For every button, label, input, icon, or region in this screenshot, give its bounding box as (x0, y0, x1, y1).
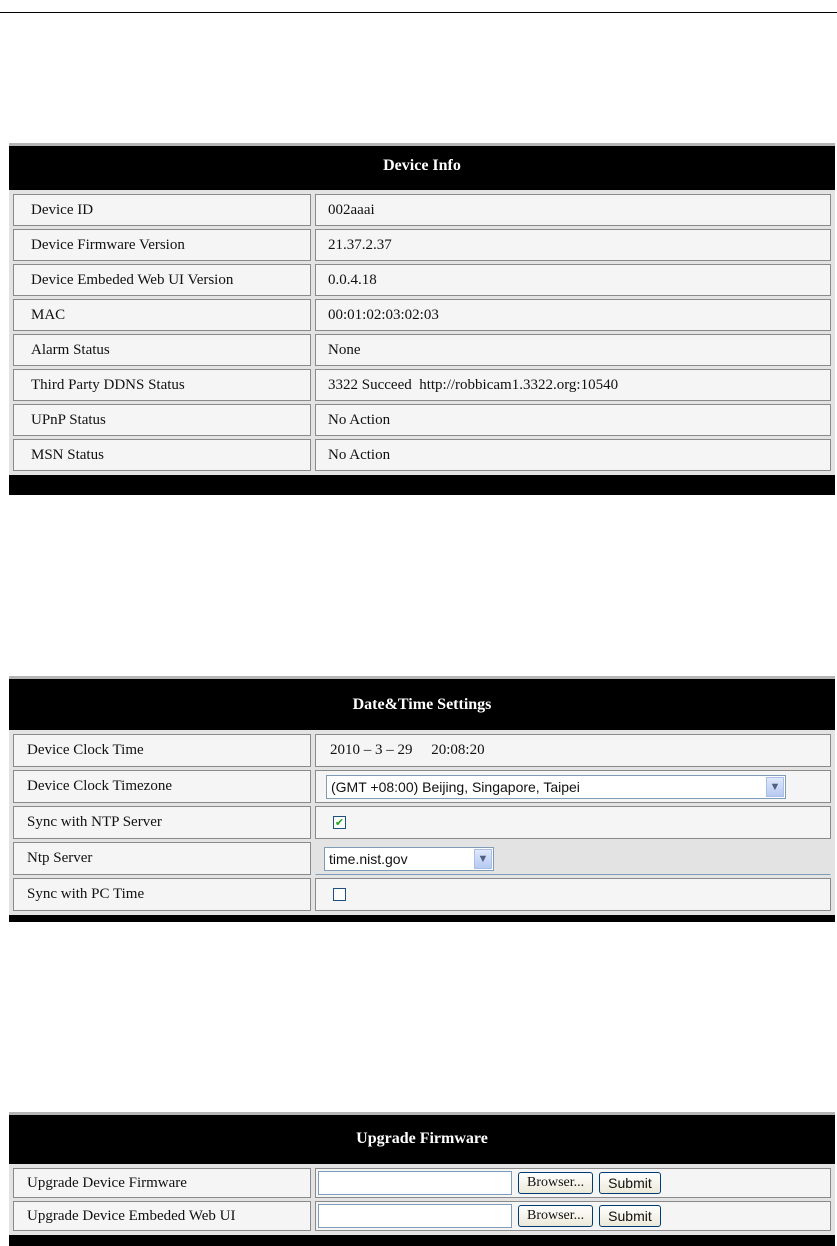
upgrade-firmware-label: Upgrade Device Firmware (13, 1168, 311, 1198)
page-top-rule (0, 12, 837, 13)
web-ui-version-label: Device Embeded Web UI Version (13, 264, 311, 296)
web-ui-version-row (13, 264, 831, 296)
timezone-select-value: (GMT +08:00) Beijing, Singapore, Taipei (331, 778, 580, 795)
ntp-sync-checkbox[interactable] (333, 816, 346, 829)
upgrade-panel (9, 1112, 835, 1246)
pc-sync-checkbox[interactable] (333, 888, 346, 901)
alarm-status-label: Alarm Status (13, 334, 311, 366)
device-id-label: Device ID (13, 194, 311, 226)
webui-file-input[interactable] (318, 1204, 512, 1228)
ddns-status-label: Third Party DDNS Status (13, 369, 311, 401)
upnp-status-label: UPnP Status (13, 404, 311, 436)
upgrade-webui-cell (315, 1201, 831, 1231)
ntp-server-row (13, 842, 831, 875)
clock-time-row (13, 734, 831, 767)
ntp-server-label: Ntp Server (13, 842, 311, 875)
upgrade-title: Upgrade Firmware (9, 1112, 835, 1164)
alarm-status-value: None (315, 334, 831, 366)
mac-row (13, 299, 831, 331)
firmware-file-input[interactable] (318, 1171, 512, 1195)
ddns-status-value: 3322 Succeed http://robbicam1.3322.org:10540 (315, 369, 831, 401)
ntp-sync-label: Sync with NTP Server (13, 806, 311, 839)
firmware-version-row (13, 229, 831, 261)
mac-label: MAC (13, 299, 311, 331)
msn-status-row (13, 439, 831, 471)
webui-submit-button[interactable]: Submit (599, 1205, 661, 1227)
msn-status-label: MSN Status (13, 439, 311, 471)
device-info-rows (9, 190, 835, 475)
pc-sync-row (13, 878, 831, 911)
device-info-title: Device Info (9, 143, 835, 190)
upnp-status-value: No Action (315, 404, 831, 436)
device-id-row (13, 194, 831, 226)
pc-sync-cell (315, 878, 831, 911)
ntp-sync-cell (315, 806, 831, 839)
device-id-value: 002aaai (315, 194, 831, 226)
timezone-row (13, 770, 831, 803)
web-ui-version-value: 0.0.4.18 (315, 264, 831, 296)
upnp-status-row (13, 404, 831, 436)
firmware-version-label: Device Firmware Version (13, 229, 311, 261)
device-info-panel (9, 143, 835, 495)
pc-sync-label: Sync with PC Time (13, 878, 311, 911)
date-time-panel (9, 676, 835, 922)
chevron-down-icon[interactable]: ▼ (766, 777, 784, 797)
ntp-server-select[interactable] (324, 847, 494, 871)
timezone-cell (315, 770, 831, 803)
clock-time-label: Device Clock Time (13, 734, 311, 767)
upgrade-firmware-row (13, 1168, 831, 1198)
clock-time-value: 2010 – 3 – 29 20:08:20 (315, 734, 831, 767)
firmware-submit-button[interactable]: Submit (599, 1172, 661, 1194)
timezone-label: Device Clock Timezone (13, 770, 311, 803)
mac-value: 00:01:02:03:02:03 (315, 299, 831, 331)
upgrade-rows (9, 1164, 835, 1235)
check-mark-icon: ✔ (334, 816, 345, 829)
timezone-select[interactable] (326, 775, 786, 799)
firmware-browse-button[interactable]: Browser... (518, 1172, 593, 1194)
upgrade-webui-row (13, 1201, 831, 1231)
chevron-down-icon[interactable]: ▼ (474, 849, 492, 869)
ddns-status-row (13, 369, 831, 401)
upgrade-webui-label: Upgrade Device Embeded Web UI (13, 1201, 311, 1231)
date-time-rows (9, 730, 835, 915)
alarm-status-row (13, 334, 831, 366)
webui-browse-button[interactable]: Browser... (518, 1205, 593, 1227)
ntp-sync-row (13, 806, 831, 839)
firmware-version-value: 21.37.2.37 (315, 229, 831, 261)
msn-status-value: No Action (315, 439, 831, 471)
date-time-title: Date&Time Settings (9, 676, 835, 730)
ntp-server-cell (315, 842, 831, 875)
upgrade-firmware-cell (315, 1168, 831, 1198)
ntp-server-select-value: time.nist.gov (329, 850, 408, 867)
